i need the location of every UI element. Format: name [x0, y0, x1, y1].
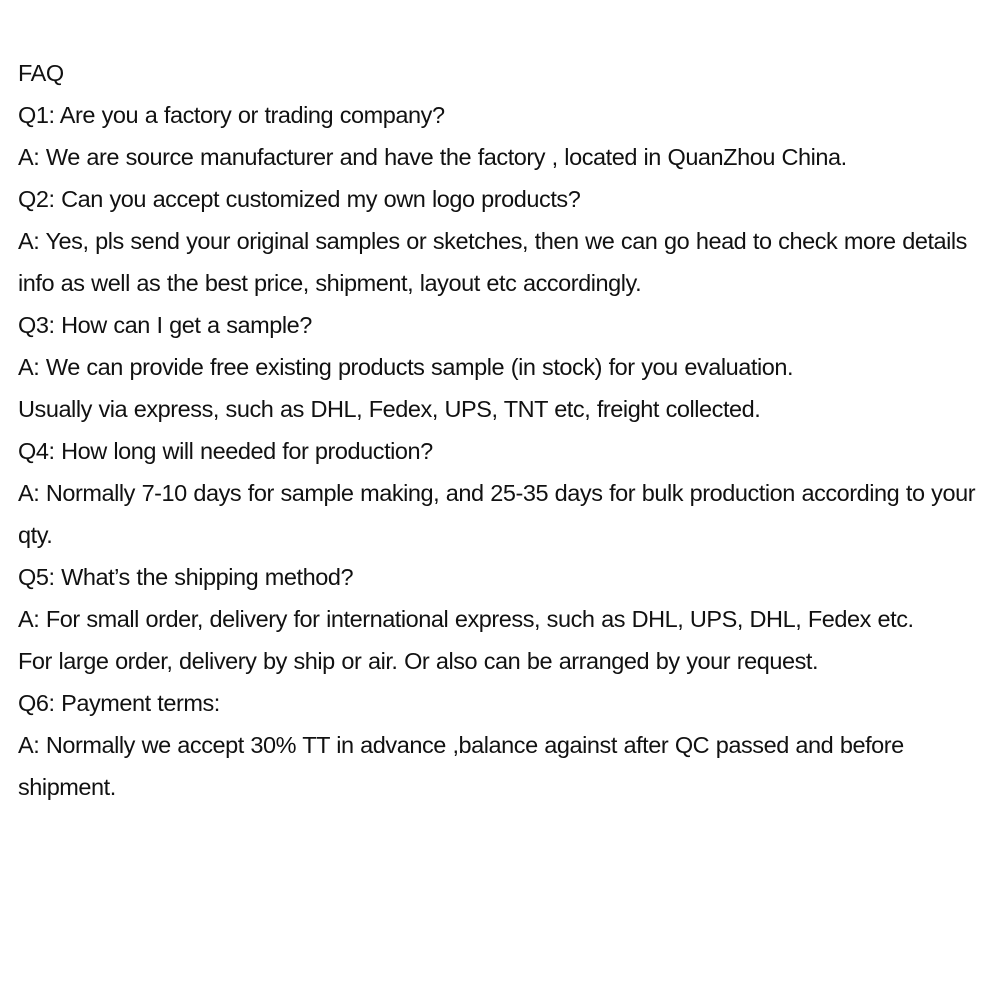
- faq-question-2: Q2: Can you accept customized my own logo products?: [18, 186, 581, 212]
- faq-answer-4: A: Normally 7-10 days for sample making, and 25-35 days for bulk production according to your qty.: [18, 480, 976, 548]
- faq-question-5: Q5: What’s the shipping method?: [18, 564, 354, 590]
- faq-question-3: Q3: How can I get a sample?: [18, 312, 312, 338]
- faq-answer-5: A: For small order, delivery for international express, such as DHL, UPS, DHL, Fedex etc.: [18, 606, 914, 632]
- faq-question-1: Q1: Are you a factory or trading company?: [18, 102, 445, 128]
- faq-answer-6: A: Normally we accept 30% TT in advance ,balance against after QC passed and before shipment.: [18, 732, 904, 800]
- faq-title: FAQ: [18, 60, 64, 86]
- faq-answer-5-extra: For large order, delivery by ship or air. Or also can be arranged by your request.: [18, 648, 819, 674]
- faq-answer-3: A: We can provide free existing products sample (in stock) for you evaluation.: [18, 354, 794, 380]
- faq-answer-2: A: Yes, pls send your original samples or sketches, then we can go head to check more details info as well as the best price, shipment, layout etc accordingly.: [18, 228, 967, 296]
- faq-answer-3-extra: Usually via express, such as DHL, Fedex, UPS, TNT etc, freight collected.: [18, 396, 761, 422]
- faq-question-4: Q4: How long will needed for production?: [18, 438, 433, 464]
- faq-answer-1: A: We are source manufacturer and have the factory , located in QuanZhou China.: [18, 144, 847, 170]
- faq-question-6: Q6: Payment terms:: [18, 690, 220, 716]
- faq-section: [18, 52, 986, 808]
